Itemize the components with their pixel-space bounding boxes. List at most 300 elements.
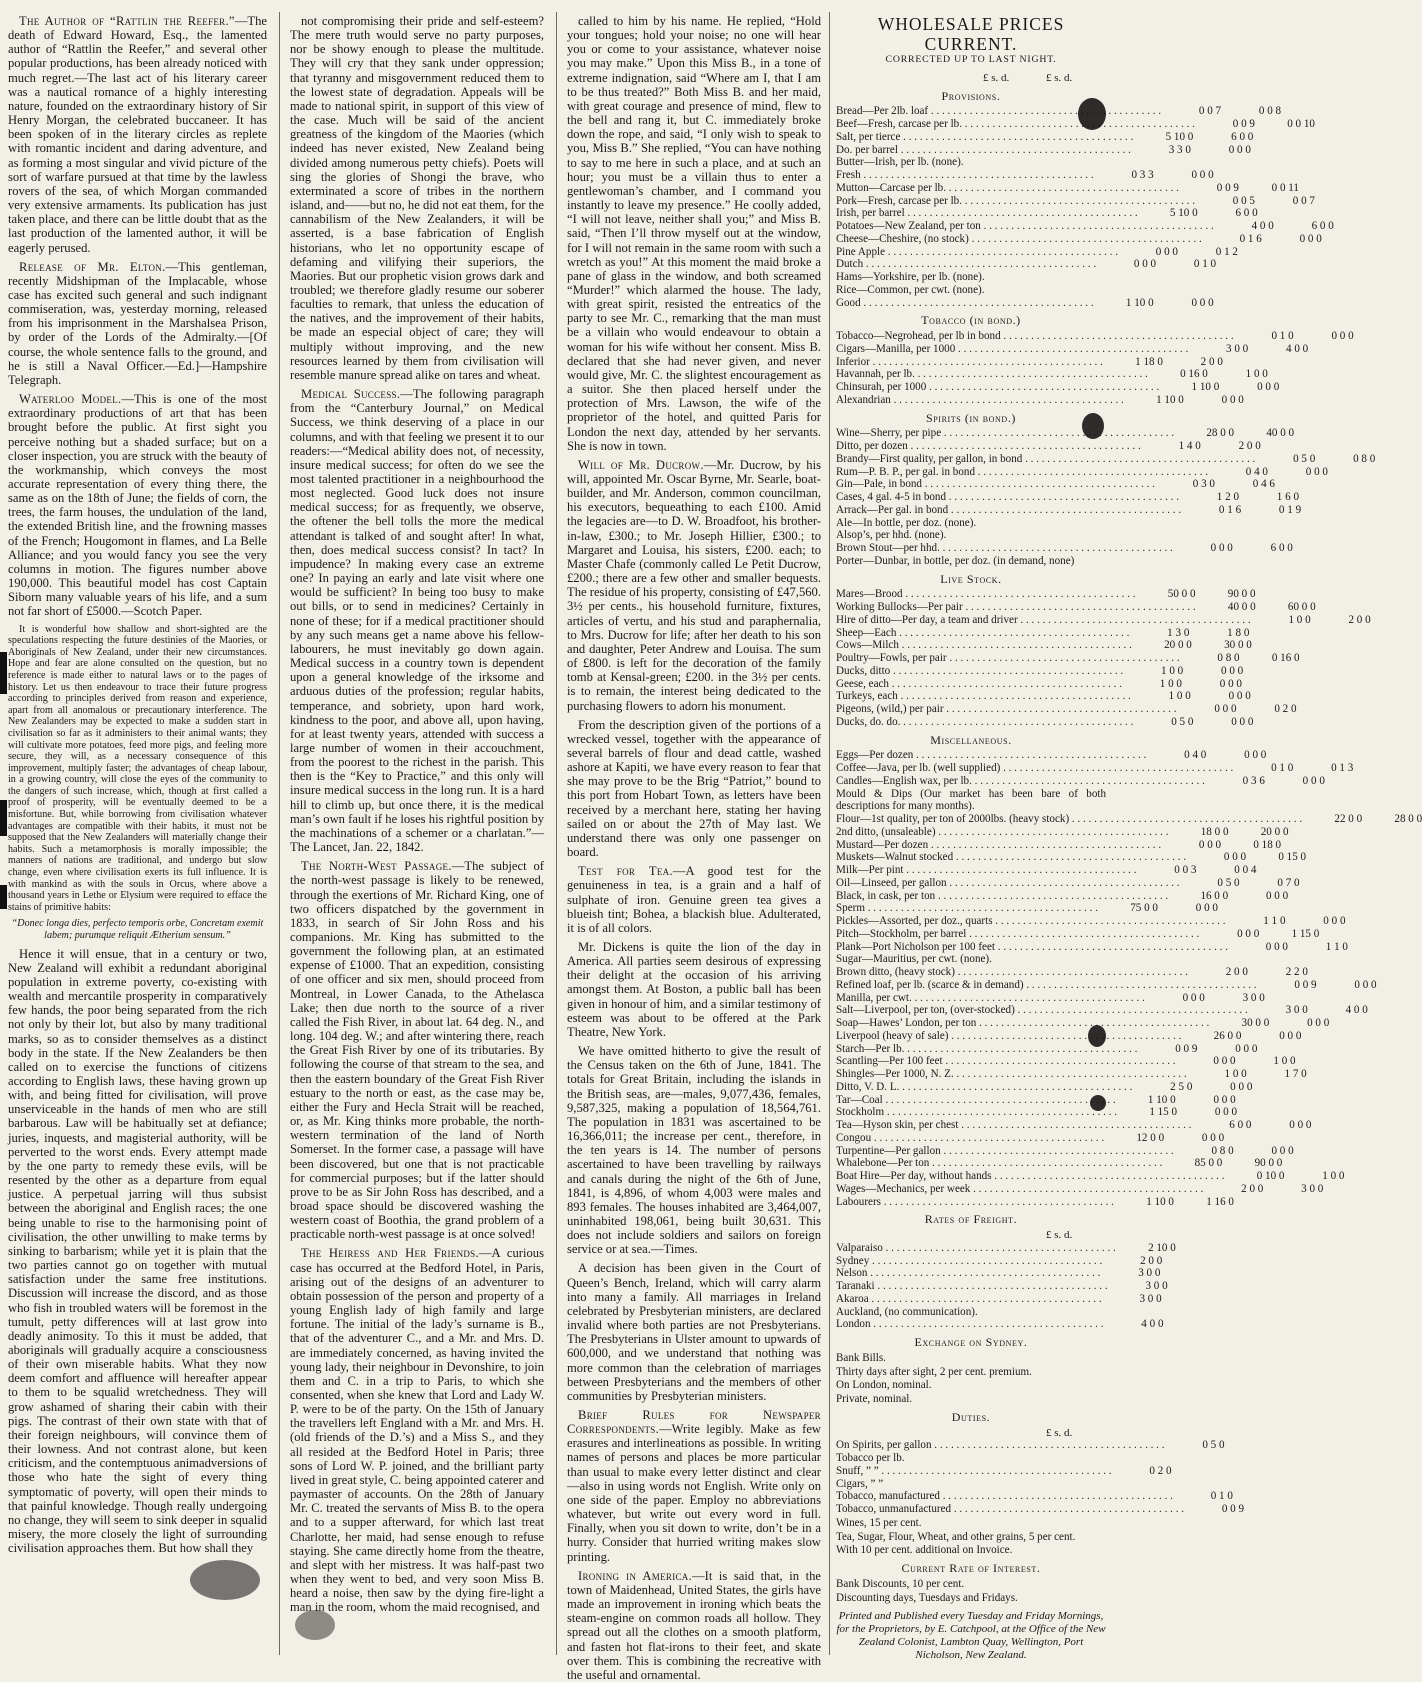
price-item: Black, in cask, per ton . . . (836, 890, 1168, 903)
price-high: 2 0 0 (1238, 440, 1261, 452)
article-text: called to him by his name. He replied, “Hold your tongues; hold your noise; no one will hear you or come to your assistance, whatever noise you may make.” Upon this Miss B., in a tone of extreme indignation, said “Where am I, that I am to be thus treated?” Both Miss B. and her maid, with great courage and presence of mind, flew to the bell and rang it, but C. immediately broke down the rope, and said, “I only wish to speak to you, Miss B.” She replied, “You can have nothing to say to me here in such a place, and at such an hour; you must be a villain thus to enter a gentlewoman’s chamber, and I command you instantly to leave my presence.” He coolly added, “I will not leave, neither shall you;” and Miss B. said, “Then I’ll throw myself out at the window, for I will not remain in the same room with such a wretch as you!” At this moment the maid broke a pane of glass in the window, and both screamed “Murder!” which alarmed the house. The lady, with great spirit, resisted the entreatics of the party to see Mr. C., remarking that the man must be a villain who would endeavour to obtain a woman for his wife without her consent. Miss B. declared that she had never given, and never would give, Mr. C. the slightest encouragement as a suitor. She then placed herself under the protection of Mrs. Lawson, the wife of the proprietor of the hotel, and quitted Paris for London the next day, attended by her servants. She is now in town. (567, 14, 821, 453)
price-high: 0 0 0 (1214, 1106, 1238, 1119)
rate-item: Valparaiso . . . (836, 1242, 1116, 1255)
column-rule (829, 12, 830, 1655)
exchange-notes (836, 1352, 1106, 1406)
price-low: 75 0 0 (1130, 902, 1158, 915)
price-item: Rum—P. B. P., per gal. in bond . . . (836, 466, 1208, 479)
price-item: Cigars—Manilla, per 1000 . . . (836, 343, 1188, 356)
rate-item: Cigars, ” ” (836, 1477, 884, 1490)
price-row (836, 271, 1106, 284)
price-low: 0 0 0 (1237, 927, 1260, 940)
price-row (836, 156, 1106, 169)
price-high: 0 0 0 (1307, 1017, 1330, 1029)
price-item: Wine—Sherry, per pipe . . . (836, 427, 1174, 440)
rate-item: Snuff, ” ” . . . (836, 1465, 1112, 1478)
price-row (836, 1042, 1258, 1056)
price-item: Turkeys, each . . . (836, 690, 1131, 703)
price-low: 1 0 0 (1288, 613, 1311, 626)
price-item: Hams—Yorkshire, per lb. (none). (836, 271, 985, 283)
interest-notes (836, 1578, 1106, 1605)
price-row (836, 626, 1250, 640)
price-row (836, 991, 1265, 1005)
rate-row (836, 1490, 1233, 1503)
price-low: 1 10 0 (1125, 296, 1154, 309)
price-low: 85 0 0 (1194, 1157, 1223, 1170)
rate-row (836, 1464, 1172, 1478)
rate-row (836, 1478, 1106, 1491)
price-row (836, 664, 1244, 678)
price-row (836, 774, 1325, 788)
price-low: 0 0 0 (1214, 703, 1237, 715)
note-line: Bank Bills. (836, 1351, 886, 1364)
price-item: Pitch—Stockholm, per barrel . . . (836, 928, 1199, 941)
price-row (836, 1195, 1234, 1209)
price-high: 1 6 0 (1276, 491, 1299, 503)
note-line: On London, nominal. (836, 1379, 932, 1392)
article-text: —Mr. Ducrow, by his will, appointed Mr. Oscar Byrne, Mr. Searle, boat-builder, and Mr. Anderson, common councilman, his executors, bequeathing to each £100. Amid the legacies are—to D. W. Broadfoot, his brother-in-law, £300.; to Mr. Joseph Hillier, £300.; to Margaret and Louisa, his sisters, £200. each; to Master Chafe (commonly called Le Petit Ducrow, £200.; there are a few other and smaller bequests. The residue of his property, consisting of £47,560. 3½ per cents., his household furniture, fixtures, articles of vertu, and his stud and paraphernalia, to Mrs. Ducrow for life; after her death to his son and daughter, Peter Andrew and Louisa. The sum of £800. is left for the decoration of the family tomb at Kensal-green; £200. in the 3½ per cents. is to remain, the interest being dedicated to the purchasing flowers to adorn his monument. (567, 457, 822, 713)
price-low: 1 10 0 (1156, 393, 1184, 406)
price-low: 22 0 0 (1334, 813, 1363, 825)
price-item: Shingles—Per 1000, N. Z. . . . (836, 1068, 1187, 1081)
rate-value: 3 0 0 (1139, 1292, 1162, 1305)
price-item: Ale—In bottle, per doz. (none). (836, 516, 977, 529)
article-heading: Waterloo Model. (19, 392, 122, 407)
price-item: Tar—Coal . . . (836, 1094, 1116, 1107)
duties-table (836, 1439, 1245, 1516)
price-item: Labourers . . . (836, 1196, 1114, 1209)
price-row (836, 1119, 1312, 1132)
article-text: “Donec longa dies, perfecto temporis orbe, Concretam exemit labem; purumque reliquit Ætherium sensum.” (11, 918, 264, 941)
price-low: 0 0 0 (1133, 258, 1157, 271)
price-low: 0 1 6 (1218, 503, 1242, 516)
price-row (836, 639, 1252, 652)
price-high: 4 0 0 (1345, 1004, 1368, 1017)
price-low: 1 0 0 (1224, 1068, 1247, 1080)
price-low: 0 3 0 (1192, 478, 1215, 491)
price-low: 0 0 0 (1213, 1055, 1236, 1068)
price-item: Chinsurah, per 1000 . . . (836, 381, 1159, 394)
article-text: not compromising their pride and self-esteem? The mere truth would serve no party purposes, nor be showy enough to please the multitude. They will cry that they sank under oppression; that tyranny and misgovernment reduced them to the lowest state of degradation. Appeals will be made to national spirit, in support of this view of the case. Much will be said of the ancient greatness of the kingdom of the Maories (which indeed has never existed, New Zealand being divided among numerous petty chiefs). Poets will sing the glories of Shongi the brave, who exterminated a score of tribes in the northern island, and——but no, he did not eat them, for the cannabilism of the New Zealanders, it will be asserted, is a base fabrication of English historians, who let no opportunity escape of defaming and vilifying their superiors, the Maories. But our prophetic vision grows dark and troubled; we therefore gladly resume our soberer faculties to remark, that unless the education of the natives, and the improvement of their habits, be made an especial object of care; they will multiply without improving, and the new resources learned by them from civilisation will resemble manure spread alike on tares and wheat. (290, 14, 544, 382)
duties-header-label: £ s. d. (1046, 1426, 1073, 1439)
price-item: Potatoes—New Zealand, per ton . . . (836, 220, 1214, 233)
price-item: Alsop’s, per hhd. (none). (836, 529, 947, 542)
price-item: Brandy—First quality, per gallon, in bond . . . (836, 453, 1255, 466)
rate-row (836, 1306, 1106, 1319)
price-row (836, 130, 1254, 144)
price-item: Milk—Per pint . . . (836, 864, 1136, 877)
price-high: 0 0 11 (1271, 181, 1299, 194)
price-row (836, 207, 1258, 220)
price-row (836, 601, 1316, 614)
price-item: Ducks, do. do. . . . (836, 716, 1133, 729)
price-high: 0 0 0 (1230, 1080, 1253, 1093)
price-high: 0 0 4 (1234, 864, 1257, 876)
price-low: 28 0 0 (1206, 427, 1235, 440)
price-low: 0 0 0 (1265, 940, 1288, 953)
price-high: 1 0 0 (1322, 1170, 1345, 1182)
price-high: 3 0 0 (1242, 991, 1265, 1004)
price-low: 1 18 0 (1135, 355, 1163, 368)
rate-value: 0 0 9 (1221, 1503, 1245, 1515)
price-row (836, 1055, 1296, 1068)
price-low: 0 16 0 (1180, 368, 1208, 381)
rate-item: Tobacco per lb. (836, 1452, 905, 1464)
rate-item: Taranaki . . . (836, 1280, 1108, 1293)
price-row (836, 1131, 1225, 1145)
price-row (836, 902, 1218, 915)
column-2 (290, 14, 544, 1655)
column-3 (567, 14, 822, 1682)
price-row (836, 529, 1106, 542)
price-row (836, 169, 1214, 182)
note-line: Private, nominal. (836, 1393, 913, 1405)
rate-row (836, 1241, 1176, 1255)
price-high: 0 4 6 (1252, 478, 1275, 491)
price-item: Scantling—Per 100 feet . . . (836, 1055, 1176, 1068)
price-high: 0 0 0 (1221, 393, 1244, 406)
price-item: Ducks, ditto . . . (836, 665, 1123, 678)
price-high: 0 0 0 (1201, 1131, 1225, 1144)
price-item: Ditto, V. D. L. . . . (836, 1081, 1132, 1094)
price-item: Mould & Dips (Our market has been bare of both descriptions for many months). (836, 787, 1106, 813)
price-high: 0 0 0 (1299, 232, 1322, 245)
price-item: Pigeons, (wild,) per pair . . . (836, 703, 1177, 716)
price-item: Brown ditto, (heavy stock) . . . (836, 966, 1188, 979)
price-item: Mutton—Carcase per lb. . . . (836, 182, 1179, 195)
price-low: 5 10 0 (1165, 130, 1194, 143)
rate-value: 4 0 0 (1141, 1318, 1164, 1331)
price-row (836, 813, 1422, 826)
price-low: 0 1 6 (1239, 232, 1262, 245)
price-row (836, 1004, 1368, 1017)
rate-value: 3 0 0 (1138, 1267, 1161, 1280)
article-text: —A curious case has occurred at the Bedford Hotel, in Paris, arising out of the designs of an adventurer to obtain possession of the person and property of a young English lady of high family and large fortune. The initial of the lady’s surname is B., that of the adventurer C., and a Mr. and Mrs. D. are immediately concerned, as having invited the young lady, their neighbour in Devonshire, to join them and C. in a trip to Paris, to which she consented, when she knew that Lord and Lady W. P. were to be of the party. On the 15th of January the travellers left England with a Mr. and Mrs. H. (old friends of the D.’s) and a Miss S., and they all resided at the Bedford Hotel in Paris; three sons of Lord W. P. joined, and the brilliant party lived in great style, C. being appointed caterer and paymaster of accounts. On the 28th of January Mr. C. treated the servants of Miss B. to the opera and to a supper afterward, for which last treat Charlotte, her maid, had sense enough to refuse staying. She came directly home from the theatre, and slept with her mistress. It was half-past two when they went to bed, and very soon Miss B. heard a noise, then saw by the dying fire-light a man in the room, whom the maid recognised, and (290, 1246, 544, 1615)
price-high: 2 0 0 (1348, 613, 1371, 626)
price-low: 1 3 0 (1167, 626, 1190, 639)
price-item: Boat Hire—Per day, without hands . . . (836, 1170, 1224, 1183)
duties-header (836, 1427, 1106, 1440)
price-high: 0 0 0 (1221, 664, 1244, 677)
price-high: 0 0 0 (1305, 465, 1328, 478)
price-section-heading: Spirits (in bond.) (925, 410, 1017, 425)
price-item: Sugar—Mauritius, per cwt. (none). (836, 953, 992, 966)
price-high: 0 0 8 (1258, 105, 1282, 118)
price-low: 0 1 0 (1271, 330, 1294, 342)
price-high: 0 1 3 (1331, 762, 1354, 774)
price-item: Manilla, per cwt. . . . (836, 992, 1145, 1005)
price-item: Rice—Common, per cwt. (none). (836, 283, 985, 296)
article-heading: Medical Success. (301, 387, 401, 402)
price-item: Tea—Hyson skin, per chest . . . (836, 1119, 1191, 1132)
article-paragraph (567, 1408, 821, 1564)
price-item: Havannah, per lb. . . . (836, 368, 1148, 381)
price-low: 0 0 5 (1232, 194, 1255, 207)
article-heading: Will of Mr. Ducrow. (578, 457, 704, 472)
price-low: 5 10 0 (1169, 207, 1198, 220)
article-paragraph (8, 14, 267, 255)
price-row (836, 978, 1377, 992)
price-item: Tobacco—Negrohead, per lb in bond . . . (836, 330, 1234, 343)
duties-heading: Duties. (951, 1409, 991, 1424)
price-high: 1 7 0 (1284, 1068, 1307, 1080)
price-high: 0 1 0 (1193, 258, 1217, 271)
price-row (836, 220, 1334, 233)
price-high: 1 1 0 (1325, 940, 1348, 953)
price-low: 0 5 0 (1171, 715, 1194, 728)
price-high: 2 2 0 (1285, 966, 1308, 978)
article-paragraph (8, 392, 267, 619)
price-row (836, 1182, 1324, 1196)
price-low: 26 0 0 (1213, 1029, 1242, 1042)
price-item: Turpentine—Per gallon . . . (836, 1145, 1174, 1158)
price-section-heading: Tobacco (in bond.) (921, 313, 1021, 328)
prices-subtitle: CORRECTED UP TO LAST NIGHT. (885, 54, 1057, 65)
price-item: Porter—Dunbar, in bottle, per doz. (in demand, none) (836, 554, 1075, 567)
price-item: Wages—Mechanics, per week . . . (836, 1183, 1203, 1196)
rate-item: Akaroa . . . (836, 1293, 1102, 1306)
page-edge-damage (0, 800, 7, 836)
price-low: 0 0 3 (1174, 864, 1197, 876)
note-line: With 10 per cent. additional on Invoice. (836, 1544, 1013, 1557)
price-low: 0 0 0 (1210, 542, 1233, 554)
prices-current-column (836, 14, 1422, 1662)
article-paragraph (290, 14, 544, 382)
price-low: 0 8 0 (1217, 652, 1240, 664)
price-item: Sperm . . . (836, 902, 1098, 915)
price-high: 0 0 0 (1271, 1144, 1294, 1157)
price-section-heading: Miscellaneous. (930, 732, 1012, 747)
article-heading: The Author of “Rattlin the Reefer.” (19, 14, 235, 28)
price-item: Refined loaf, per lb. (scarce & in demand) . . . (836, 979, 1257, 992)
price-row (836, 478, 1275, 491)
article-text: From the description given of the portions of a wrecked vessel, together with the appearance of several barrels of flour and dead cattle, washed ashore at Kapiti, we have every reason to fear that she may prove to be the Brig “Patriot,” bound to this port from Hobart Town, as letters have been received by a merchant here, stating her having sailed on or about the 27th of May last. We understand there was only one passenger on board. (567, 717, 821, 860)
column-rule (279, 12, 280, 1655)
article-text: —A good test for the genuineness in tea, is a grain and a half of sulphate of iron. Genuine green tea gives a blueish tint; Bohea, a blackish blue. Adulterated, it is of all colors. (567, 864, 821, 935)
price-item: Cases, 4 gal. 4-5 in bond . . . (836, 491, 1179, 504)
price-low: 3 0 0 (1285, 1004, 1308, 1017)
price-low: 4 0 0 (1251, 220, 1274, 232)
price-low: 0 5 0 (1293, 452, 1316, 465)
rate-value: 0 2 0 (1149, 1464, 1172, 1477)
price-row (836, 245, 1238, 259)
note-line: Discounting days, Tuesdays and Fridays. (836, 1591, 1018, 1604)
price-row (836, 393, 1244, 407)
price-item: Starch—Per lb. . . . (836, 1043, 1137, 1056)
price-low: 1 0 0 (1159, 677, 1182, 690)
price-low: 0 0 0 (1155, 245, 1178, 258)
price-low: 0 3 6 (1242, 774, 1265, 787)
price-row (836, 1029, 1302, 1043)
ink-blot (1090, 1095, 1106, 1111)
price-low: 6 0 0 (1229, 1119, 1252, 1131)
article-paragraph (8, 947, 267, 1556)
price-low: 1 10 0 (1191, 381, 1220, 393)
ink-blot (1088, 1025, 1106, 1047)
price-high: 6 0 0 (1231, 130, 1254, 143)
note-line: Bank Discounts, 10 per cent. (836, 1577, 965, 1590)
price-low: 0 0 9 (1216, 181, 1239, 194)
article-text: —The death of Edward Howard, Esq., the lamented author of “Rattlin the Reefer,” and several other popular productions, has been already noticed with much regret.—The last act of his literary career was a nautical romance of a highly interesting nature, founded on the extraordinary history of Sir Henry Morgan, the celebrated buccaneer. It has been spoken of in the literary circles as replete with romantic incident and daring adventure, and as forming a most singular and vivid picture of the sort of warfare pursued at that time by the lawless rovers of the sea, of which Morgan commanded very extensive armaments. Its publication has just taken place, and there can be little doubt that as the last production of the lamented author, it will be eagerly perused. (8, 14, 267, 255)
price-item: Hire of ditto—Per day, a team and driver . . . (836, 614, 1251, 627)
price-row (836, 1157, 1283, 1170)
rate-item: On Spirits, per gallon . . . (836, 1439, 1165, 1452)
price-item: Good . . . (836, 297, 1094, 310)
price-high: 0 0 0 (1244, 749, 1267, 762)
price-high: 0 0 0 (1289, 1119, 1312, 1131)
price-high: 0 0 0 (1231, 715, 1254, 728)
price-item: Irish, per barrel . . . (836, 207, 1138, 220)
price-item: Pork—Fresh, carcase per lb. . . . (836, 195, 1195, 208)
price-high: 0 1 9 (1278, 503, 1302, 516)
price-item: Cheese—Cheshire, (no stock) . . . (836, 233, 1202, 246)
price-row (836, 143, 1251, 157)
price-row (836, 927, 1320, 941)
price-row (836, 838, 1282, 852)
duties-notes (836, 1517, 1106, 1557)
price-row (836, 1080, 1253, 1094)
price-item: Oil—Linseed, per gallon . . . (836, 877, 1180, 890)
article-text: —This is one of the most extraordinary productions of art that has been brought before the public. At first sight you perceive nothing but a shaded surface; but on a closer inspection, you are struck with the beauty of the workmanship, which conveys the most accurate representation of every thing there, the same as on the 18th of June; the fields of corn, the trees, the farm houses, the undulation of the land, the extended British line, and the frowning masses of the French; Hougomont in flames, and La Belle Alliance; and you would fancy you see the very columns in motion. The figures number above 190,000. This beautiful model has cost Captain Siborn many valuable years of his life, and a sum not far short of £5000.—Scotch Paper. (8, 392, 267, 619)
note-line: Tea, Sugar, Flour, Wheat, and other grains, 5 per cent. (836, 1530, 1076, 1543)
price-low: 12 0 0 (1136, 1131, 1165, 1144)
price-low: 1 2 0 (1216, 491, 1239, 503)
article-paragraph (290, 387, 544, 854)
price-row (836, 715, 1254, 729)
price-item: Mares—Brood . . . (836, 588, 1136, 601)
price-row (836, 232, 1322, 246)
price-item: 2nd ditto, (unsaleable) . . . (836, 826, 1168, 839)
price-low: 1 0 0 (1168, 690, 1191, 703)
price-high: 0 0 0 (1279, 1029, 1302, 1042)
price-low: 50 0 0 (1167, 588, 1196, 601)
price-row (836, 876, 1300, 890)
price-low: 2 0 0 (1241, 1182, 1264, 1195)
page-edge-damage (0, 885, 7, 909)
price-high: 0 0 0 (1331, 330, 1354, 342)
price-row (836, 953, 1106, 966)
ink-blot (1078, 98, 1106, 130)
price-item: Coffee—Java, per lb. (well supplied) . . . (836, 762, 1233, 775)
price-high: 0 8 0 (1353, 452, 1376, 465)
price-low: 30 0 0 (1241, 1017, 1270, 1029)
article-heading: Release of Mr. Elton. (19, 259, 166, 274)
price-high: 0 0 10 (1287, 118, 1315, 130)
price-high: 6 0 0 (1235, 207, 1258, 220)
price-high: 4 0 0 (1286, 342, 1309, 355)
price-row (836, 118, 1315, 131)
price-item: Plank—Port Nicholson per 100 feet . . . (836, 941, 1228, 954)
price-row (836, 762, 1354, 775)
price-low: 18 0 0 (1200, 825, 1229, 838)
price-low: 3 3 0 (1168, 143, 1191, 156)
page-edge-damage (0, 652, 7, 694)
price-high: 60 0 0 (1287, 601, 1316, 613)
price-item: Cows—Milch . . . (836, 639, 1132, 652)
price-row (836, 1170, 1345, 1183)
column-rule (556, 12, 557, 1655)
article-text: Mr. Dickens is quite the lion of the day in America. All parties seem desirous of expressing their delight at the occasion of his arriving amongst them. At Boston, a public ball has been given in honour of him, and a similar testimony of esteem was about to be offered at the Park Theatre, New York. (567, 940, 821, 1039)
price-low: 0 0 0 (1182, 991, 1205, 1004)
price-low: 0 5 0 (1217, 876, 1240, 889)
price-low: 0 4 0 (1184, 749, 1207, 762)
price-high: 6 0 0 (1311, 220, 1334, 232)
price-high: 0 0 0 (1219, 677, 1242, 690)
price-high: 0 7 0 (1277, 876, 1300, 889)
price-low: 2 5 0 (1170, 1080, 1193, 1093)
price-high: 0 0 0 (1302, 774, 1325, 787)
price-high: 6 0 0 (1270, 542, 1293, 554)
rate-row (836, 1267, 1161, 1280)
article-paragraph (567, 718, 821, 860)
note-line: Wines, 15 per cent. (836, 1516, 922, 1529)
price-row (836, 613, 1371, 627)
price-row (836, 1093, 1236, 1107)
price-low: 2 0 0 (1225, 966, 1248, 978)
price-low: 0 0 0 (1198, 838, 1222, 851)
article-paragraph (567, 458, 821, 713)
price-low: 0 0 9 (1294, 978, 1317, 991)
price-low: 40 0 0 (1227, 601, 1256, 613)
price-row (836, 427, 1295, 440)
price-low: 0 0 9 (1175, 1042, 1198, 1055)
price-high: 0 0 0 (1257, 381, 1280, 393)
note-line: Thirty days after sight, 2 per cent. premium. (836, 1365, 1032, 1378)
price-item: Poultry—Fowls, per pair . . . (836, 652, 1180, 665)
price-row (836, 342, 1309, 356)
price-high: 1 8 0 (1227, 626, 1250, 639)
price-row (836, 851, 1307, 864)
price-row (836, 330, 1354, 343)
price-item: Pine Apple . . . (836, 246, 1118, 259)
price-high: 0 18 0 (1253, 838, 1282, 851)
rate-item: London . . . (836, 1318, 1103, 1331)
price-item: Brown Stout—per hhd. . . . (836, 542, 1173, 555)
price-high: 0 0 0 (1195, 902, 1218, 915)
price-item: Beef—Fresh, carcase per lb. . . . (836, 118, 1195, 131)
price-row (836, 915, 1346, 928)
price-high: 1 0 0 (1245, 368, 1268, 381)
freight-heading: Rates of Freight. (924, 1212, 1018, 1227)
article-paragraph (567, 1261, 821, 1403)
price-row (836, 788, 1106, 814)
price-row (836, 652, 1300, 665)
price-item: Do. per barrel . . . (836, 144, 1131, 157)
price-row (836, 194, 1315, 208)
price-low: 0 3 3 (1131, 169, 1154, 181)
article-text: A decision has been given in the Court of Queen’s Bench, Ireland, which will carry alarm into many a family. All marriages in Ireland celebrated by Presbyterian ministers, are declared invalid where both parties are not Presbyterians. The Presbyterians in Ulster amount to upwards of 600,000, and we understand that nothing was more common than the celebration of marriages between Presbyterians and the members of other communities by Presbyterian ministers. (567, 1261, 821, 1403)
imprint: Printed and Published every Tuesday and Friday Mornings, for the Proprietors, by E. Catchpool, at the Office of the New Zealand Colonist, Lambton Quay, Wellington, Port Nicholson, New Zealand. (836, 1610, 1106, 1662)
price-item: Pickles—Assorted, per doz., quarts . . . (836, 915, 1225, 928)
price-item: Bread—Per 2lb. loaf . . . (836, 105, 1161, 118)
price-low: 0 0 7 (1198, 105, 1222, 118)
rate-row (836, 1292, 1162, 1306)
price-low: 20 0 0 (1164, 639, 1192, 652)
article-paragraph (567, 864, 821, 935)
price-high: 0 15 0 (1278, 851, 1307, 864)
price-item: Liverpool (heavy of sale) . . . (836, 1030, 1181, 1043)
price-item: Mustard—Per dozen . . . (836, 839, 1161, 852)
price-high: 0 2 0 (1274, 703, 1297, 715)
price-high: 3 0 0 (1301, 1182, 1324, 1195)
price-item: Whalebone—Per ton . . . (836, 1157, 1162, 1170)
price-low: 0 8 0 (1211, 1144, 1234, 1157)
price-column-headers (836, 72, 1106, 85)
rate-item: Tobacco, unmanufactured . . . (836, 1503, 1184, 1516)
article-heading: The Heiress and Her Friends. (301, 1246, 479, 1261)
price-row (836, 690, 1251, 703)
price-item: Alexandrian . . . (836, 394, 1124, 407)
